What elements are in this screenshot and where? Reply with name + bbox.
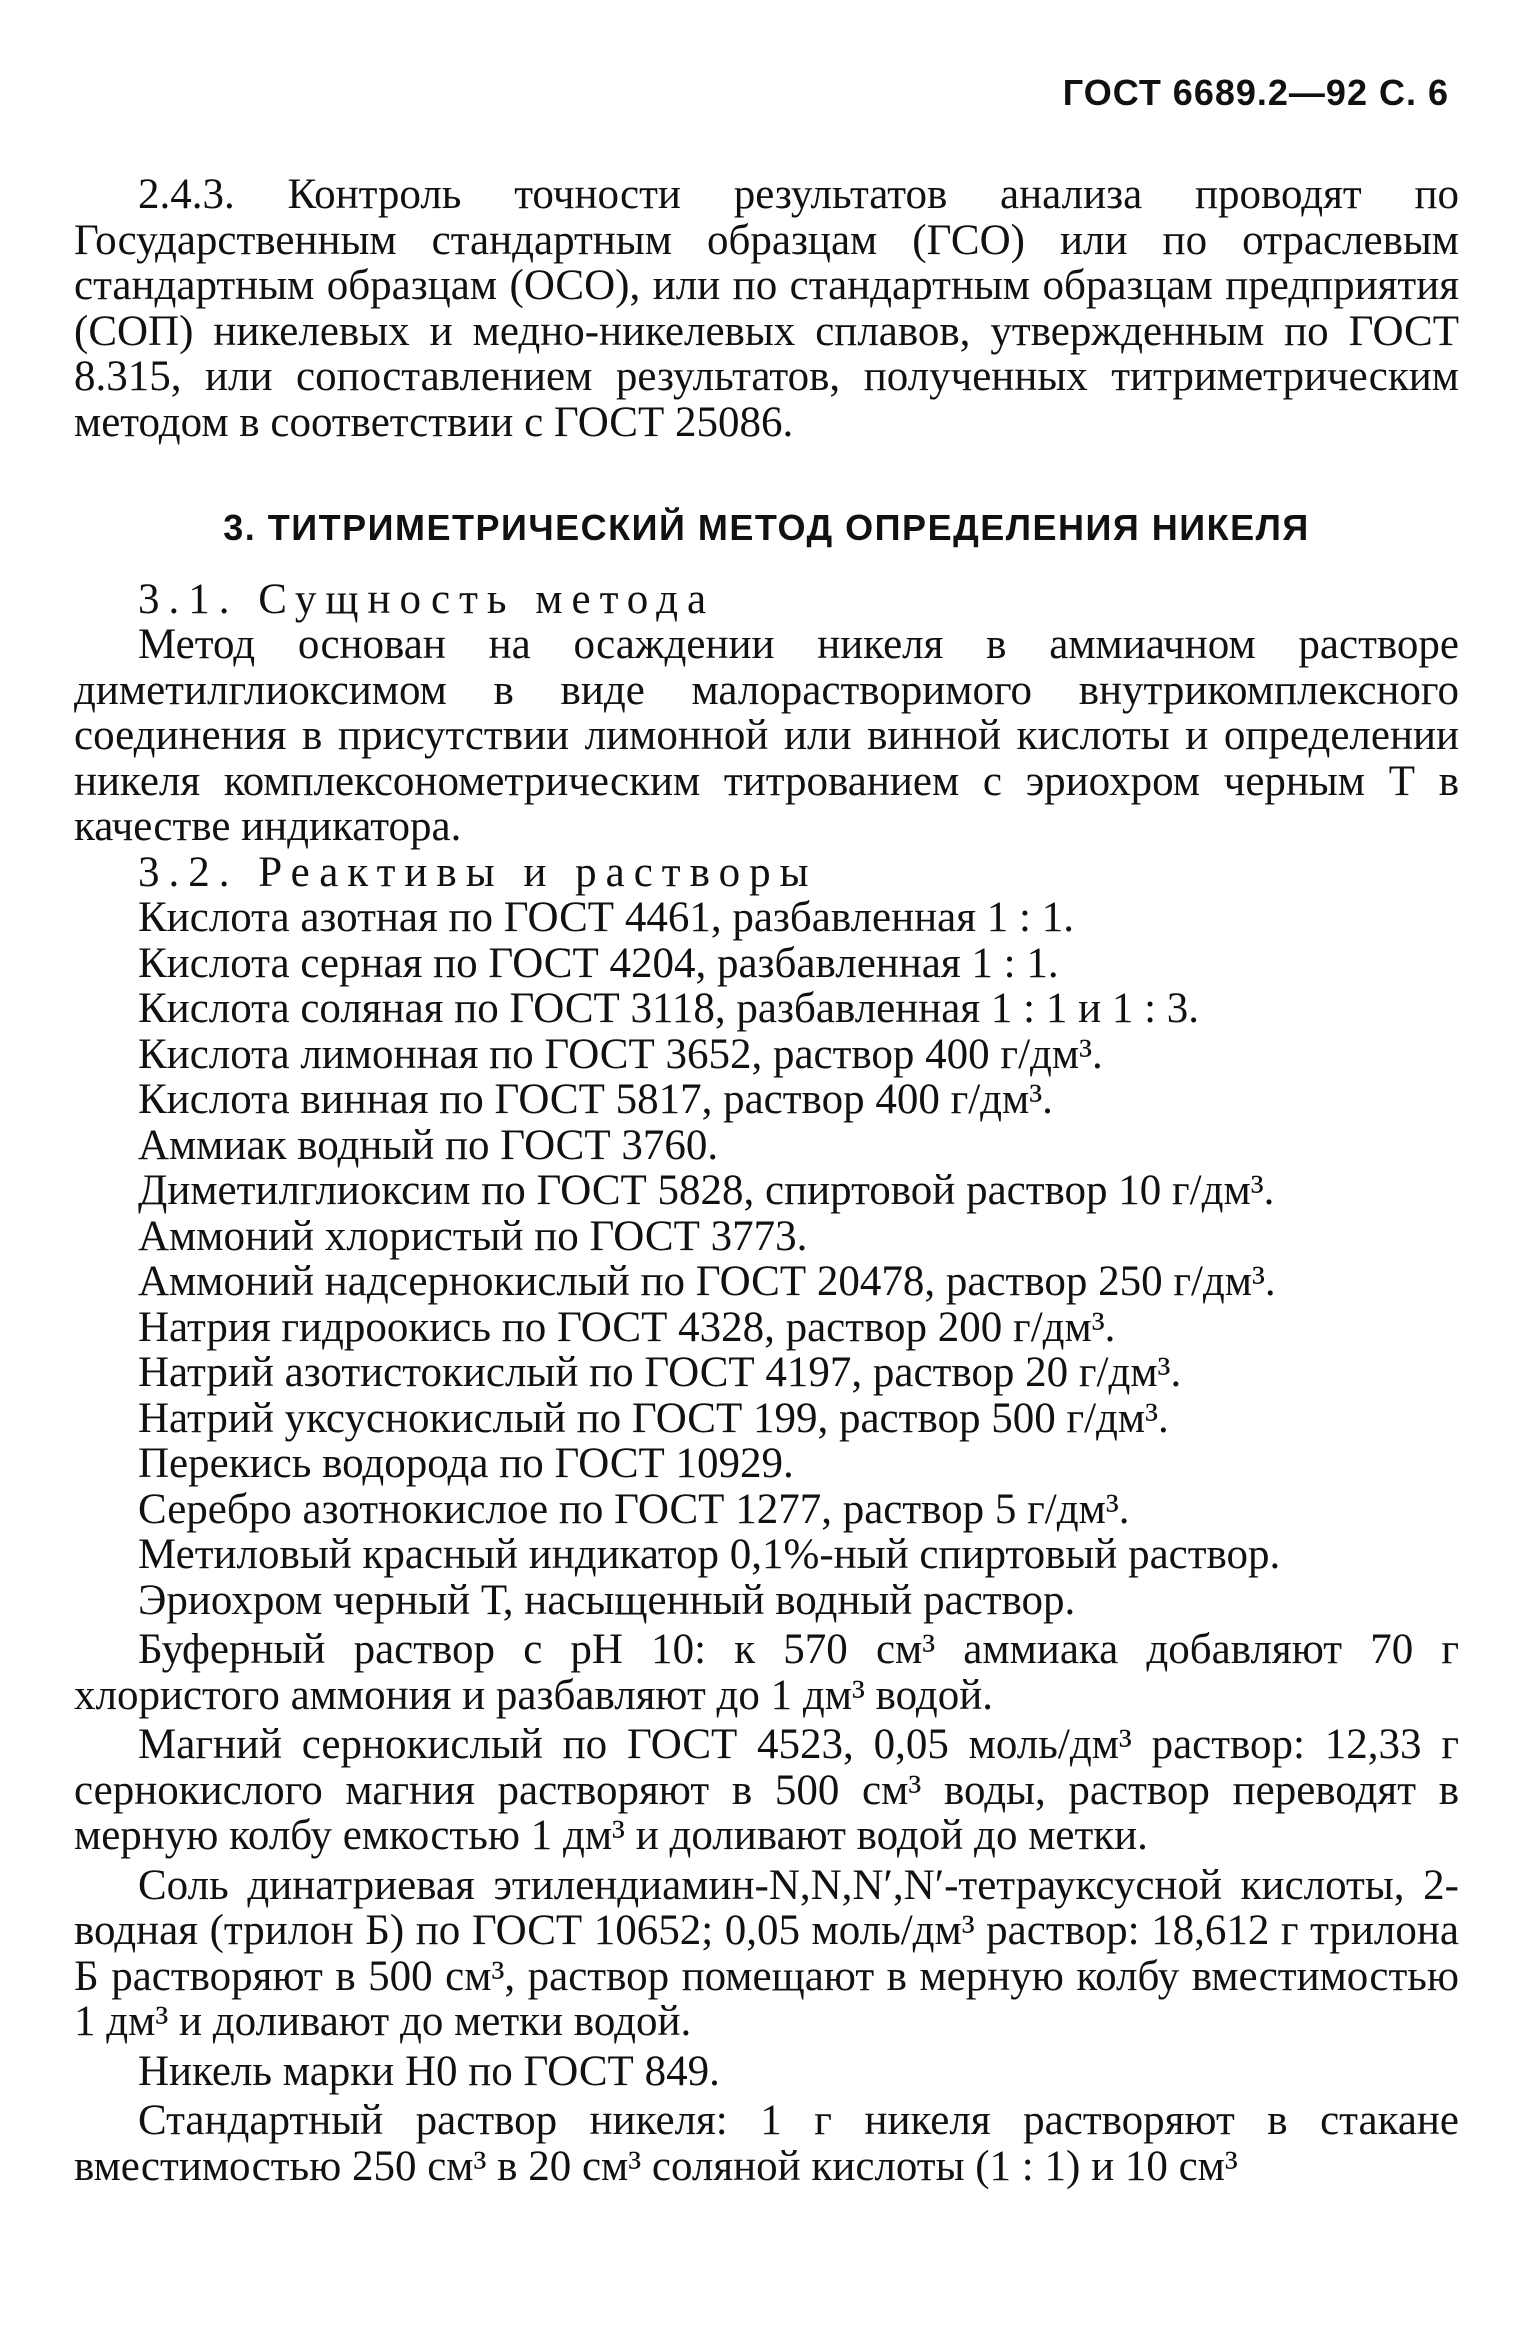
subsection-3-2-title: 3.2. Реактивы и растворы (138, 848, 818, 896)
paragraph-2-4-3: 2.4.3. Контроль точности результатов анализа проводят по Государственным стандартным образцам (ГСО) или по отраслевым стандартным образцам (ОСО), или по стандартным образцам предприятия (СОП) никелевых и медно-никелевых сплавов, утвержденным по ГОСТ 8.315, или сопоставлением результатов, полученных титриметрическим методом в соответствии с ГОСТ 25086. (74, 171, 1459, 446)
standard-solution-paragraph: Стандартный раствор никеля: 1 г никеля растворяют в стакане вместимостью 250 см³ в 20 см³ соляной кислоты (1 : 1) и 10 см³ (74, 2097, 1459, 2190)
reagent-item: Аммиак водный по ГОСТ 3760. (138, 1121, 719, 1169)
reagent-item: Кислота азотная по ГОСТ 4461, разбавленная 1 : 1. (138, 894, 1074, 941)
magnesium-sulfate-paragraph: Магний сернокислый по ГОСТ 4523, 0,05 моль/дм³ раствор: 12,33 г сернокислого магния растворяют в 500 см³ воды, раствор переводят в мерную колбу емкостью 1 дм³ и доливают водой до метки. (74, 1721, 1459, 1859)
trilon-b-paragraph: Соль динатриевая этилендиамин-N,N,N′,N′-тетрауксусной кислоты, 2-водная (трилон Б) по ГОСТ 10652; 0,05 моль/дм³ раствор: 18,612 г трилона Б растворяют в 500 см³, раствор помещают в мерную колбу вместимостью 1 дм³ и доливают до метки водой. (74, 1861, 1459, 2045)
reagent-item: Кислота соляная по ГОСТ 3118, разбавленная 1 : 1 и 1 : 3. (138, 985, 1200, 1032)
reagent-item: Эриохром черный Т, насыщенный водный раствор. (138, 1576, 1076, 1624)
reagent-item: Перекись водорода по ГОСТ 10929. (138, 1440, 794, 1487)
reagent-item: Кислота винная по ГОСТ 5817, раствор 400 г/дм³. (138, 1076, 1053, 1123)
reagent-item: Натрий азотистокислый по ГОСТ 4197, раствор 20 г/дм³. (138, 1349, 1182, 1396)
reagent-item: Метиловый красный индикатор 0,1%-ный спиртовый раствор. (138, 1531, 1281, 1578)
section-heading: 3. ТИТРИМЕТРИЧЕСКИЙ МЕТОД ОПРЕДЕЛЕНИЯ НИКЕЛЯ (223, 507, 1310, 548)
reagent-item: Диметилглиоксим по ГОСТ 5828, спиртовой раствор 10 г/дм³. (138, 1167, 1275, 1214)
subsection-3-1-title: 3.1. Сущность метода (138, 575, 716, 623)
reagent-item: Кислота серная по ГОСТ 4204, разбавленная 1 : 1. (138, 939, 1059, 987)
running-header: ГОСТ 6689.2—92 С. 6 (1062, 72, 1449, 113)
nickel-grade-paragraph: Никель марки Н0 по ГОСТ 849. (138, 2047, 720, 2095)
reagent-item: Натрия гидроокись по ГОСТ 4328, раствор 200 г/дм³. (138, 1303, 1116, 1351)
subsection-3-1-text: Метод основан на осаждении никеля в аммиачном растворе диметилглиоксимом в виде малорастворимого внутрикомплексного соединения в присутствии лимонной или винной кислоты и определении никеля комплексонометрическим титрованием с эриохром черным Т в качестве индикатора. (74, 621, 1459, 850)
reagent-item: Аммоний надсернокислый по ГОСТ 20478, раствор 250 г/дм³. (138, 1258, 1276, 1305)
reagent-item: Аммоний хлористый по ГОСТ 3773. (138, 1212, 808, 1260)
reagent-item: Натрий уксуснокислый по ГОСТ 199, раствор 500 г/дм³. (138, 1394, 1169, 1442)
page-content (74, 172, 1459, 2189)
reagent-item: Кислота лимонная по ГОСТ 3652, раствор 400 г/дм³. (138, 1030, 1103, 1078)
buffer-solution-paragraph: Буферный раствор с pH 10: к 570 см³ аммиака добавляют 70 г хлористого аммония и разбавляют до 1 дм³ водой. (74, 1626, 1459, 1719)
reagents-list (74, 895, 1459, 1623)
reagent-item: Серебро азотнокислое по ГОСТ 1277, раствор 5 г/дм³. (138, 1485, 1130, 1533)
